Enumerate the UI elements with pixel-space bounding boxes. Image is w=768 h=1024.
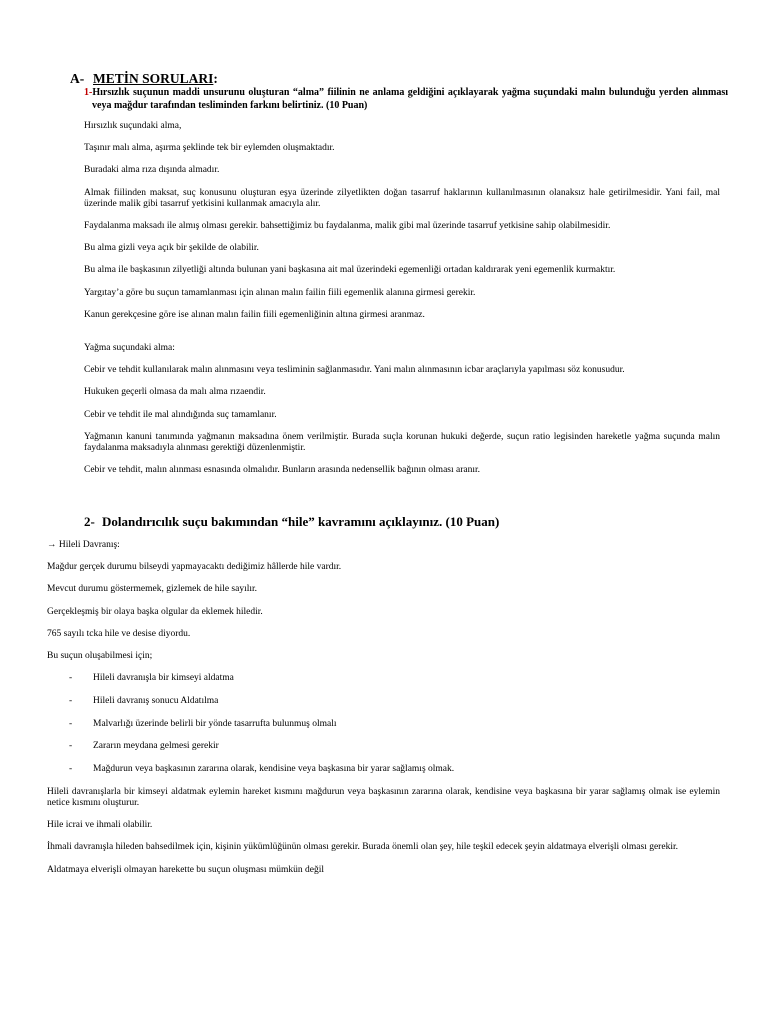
- list-item-text: Hileli davranış sonucu Aldatılma: [93, 695, 219, 706]
- answer-1-paragraph: Faydalanma maksadı ile almış olması gerekir. bahsettiğimiz bu faydalanma, malik gibi mal üzerinde tasarruf yetkisine sahip olabilmesidir.: [84, 221, 611, 232]
- conditions-list: [47, 673, 720, 775]
- list-item-text: Zararın meydana gelmesi gerekir: [93, 741, 219, 752]
- answer-1-paragraph: Yargıtay’a göre bu suçun tamamlanması için alınan malın failin fiili egemenlik alanına girmesi gerekir.: [84, 287, 476, 298]
- answer-1-paragraph: Almak fiilinden maksat, suç konusunu oluşturan eşya üzerinde zilyetlikten doğan tasarruf haklarının kullanılmasının olanaksız hale getirilmesidir. Yani fail, mal üzerinde malik gibi tasarruf yetkisini kullanmak amacıyla alır.: [84, 187, 720, 209]
- dash-bullet: -: [69, 764, 73, 775]
- answer-1-paragraph: Taşınır malı alma, aşırma şeklinde tek bir eylemden oluşmaktadır.: [84, 143, 335, 154]
- answer-2-paragraph: Hileli davranışlarla bir kimseyi aldatmak eylemin hareket kısmını mağdurun veya başkasının zararına olarak, kendisine veya başkasına bir yarar sağlamış olmak ise eylemin netice kısmını oluşturur.: [47, 786, 720, 808]
- answer-2-paragraph: Mağdur gerçek durumu bilseydi yapmayacaktı dediğimiz hâllerde hile vardır.: [47, 562, 342, 573]
- section-letter: A-: [70, 71, 85, 86]
- answer-2-paragraph: İhmali davranışla hileden bahsedilmek için, kişinin yükümlüğünün olması gerekir. Burada önemli olan şey, hile teşkil edecek şeyin aldatmaya elverişli olması gerekir.: [47, 842, 678, 853]
- answer-1-paragraph: Cebir ve tehdit kullanılarak malın alınmasını veya tesliminin sağlanmasıdır. Yani malın alınmasının icbar araçlarıyla yapılması söz konusudur.: [84, 365, 625, 376]
- list-item: [47, 764, 720, 775]
- answer-1-paragraph: Cebir ve tehdit, malın alınması esnasında olmalıdır. Bunların arasında nedensellik bağının olması aranır.: [84, 465, 481, 476]
- answer-1-paragraph: Hukuken geçerli olmasa da malı alma rızaendir.: [84, 387, 266, 398]
- question-1-number: 1-: [84, 87, 93, 98]
- answer-2: [47, 540, 720, 887]
- question-2-number: 2-: [84, 514, 95, 529]
- answer-1-paragraph: Kanun gerekçesine göre ise alınan malın failin fiili egemenliğinin altına girmesi aranmaz.: [84, 309, 425, 320]
- section-colon: :: [213, 71, 218, 86]
- dash-bullet: -: [69, 718, 73, 729]
- question-2: [84, 514, 499, 530]
- answer-1-paragraph: Yağmanın kanuni tanımında yağmanın maksadına önem verilmiştir. Burada suçla korunan hukuki değerde, suçun ratio legisinden hareketle yağma suçunda malın faydalanma maksadıyla alınması gerektiği düzenlenmiştir.: [84, 431, 720, 454]
- answer-1-paragraph: Bu alma ile başkasının zilyetliği altında bulunan yani başkasına ait mal üzerindeki egemenliği ortadan kaldırarak yeni egemenlik kurmaktır.: [84, 265, 616, 276]
- dash-bullet: -: [69, 673, 73, 684]
- list-item: [47, 673, 720, 684]
- answer-2-paragraph: Mevcut durumu göstermemek, gizlemek de hile sayılır.: [47, 584, 258, 595]
- answer-1-paragraph: Buradaki alma rıza dışında almadır.: [84, 165, 220, 176]
- dash-bullet: -: [69, 741, 73, 752]
- answer-2-subheading: [47, 540, 720, 551]
- answer-1-paragraph: Hırsızlık suçundaki alma,: [84, 121, 182, 131]
- answer-1-paragraph: Cebir ve tehdit ile mal alındığında suç tamamlanır.: [84, 409, 277, 420]
- list-item-text: Mağdurun veya başkasının zararına olarak, kendisine veya başkasına bir yarar sağlamış olmak.: [93, 764, 455, 775]
- question-2-text: Dolandırıcılık suçu bakımından “hile” kavramını açıklayınız. (10 Puan): [102, 514, 500, 529]
- list-item: [47, 719, 720, 730]
- answer-1-subheading: Yağma suçundaki alma:: [84, 343, 175, 354]
- dash-bullet: -: [69, 695, 73, 706]
- answer-2-paragraph: 765 sayılı tcka hile ve desise diyordu.: [47, 628, 191, 639]
- list-item-text: Hileli davranışla bir kimseyi aldatma: [93, 673, 234, 684]
- list-item: [47, 741, 720, 752]
- answer-2-subheading-text: Hileli Davranış:: [56, 540, 120, 550]
- list-item: [47, 696, 720, 707]
- answer-1-paragraph: Bu alma gizli veya açık bir şekilde de olabilir.: [84, 243, 259, 254]
- answer-2-paragraph: Bu suçun oluşabilmesi için;: [47, 651, 153, 662]
- question-1: [84, 86, 728, 112]
- answer-2-paragraph: Aldatmaya elverişli olmayan harekette bu suçun oluşması mümkün değil: [47, 864, 325, 875]
- answer-1: [84, 121, 720, 487]
- question-1-text: Hırsızlık suçunun maddi unsurunu oluşturan “alma” fiilinin ne anlama geldiğini açıklayarak yağma suçundaki malın bulunduğu yerden alınması veya mağdur tarafından tesliminden farkını belirtiniz. (10 Puan): [92, 87, 728, 111]
- answer-2-paragraph: Hile icrai ve ihmali olabilir.: [47, 820, 153, 831]
- answer-2-paragraph: Gerçekleşmiş bir olaya başka olgular da eklemek hiledir.: [47, 606, 263, 617]
- arrow-icon: →: [47, 540, 57, 550]
- section-title: METİN SORULARI: [93, 71, 214, 86]
- list-item-text: Malvarlığı üzerinde belirli bir yönde tasarrufta bulunmuş olmalı: [93, 718, 337, 729]
